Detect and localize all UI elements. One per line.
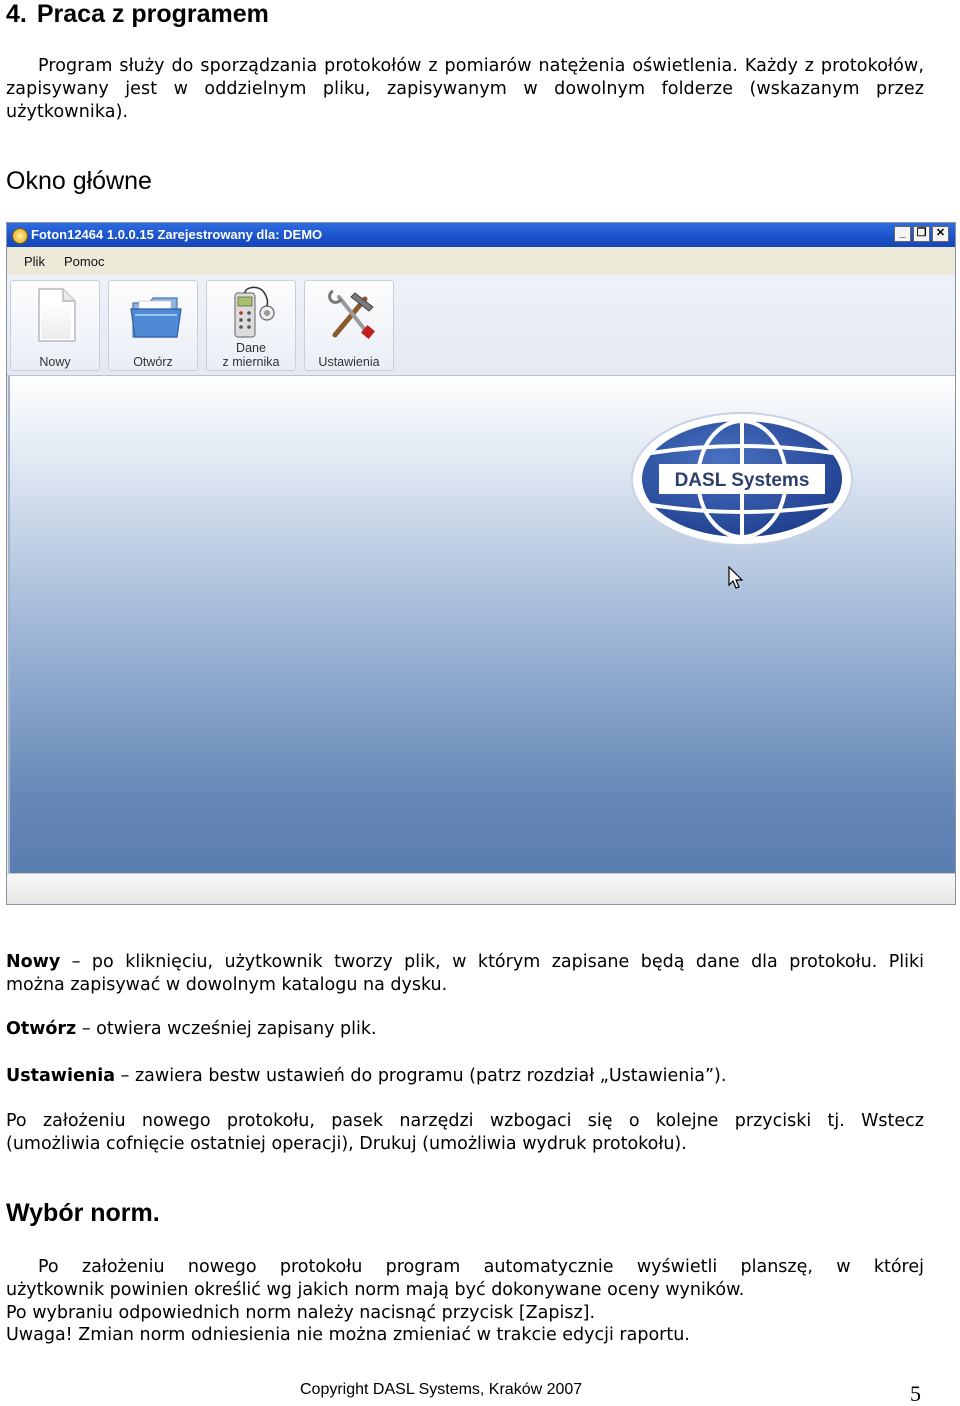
desc-otworz <box>6 1018 377 1041</box>
menu-bar <box>7 247 955 275</box>
meter-data-label-1: Dane <box>236 341 266 355</box>
menu-pomoc[interactable]: Pomoc <box>64 254 105 269</box>
status-bar <box>7 873 955 905</box>
title-bar <box>7 223 955 247</box>
meter-icon <box>227 285 281 343</box>
term-otworz: Otwórz <box>6 1019 77 1039</box>
new-file-icon <box>31 285 81 345</box>
footer-copyright: Copyright DASL Systems, Kraków 2007 <box>300 1381 583 1398</box>
term-ustawienia: Ustawienia <box>6 1066 116 1086</box>
section-title: Praca z programem <box>36 0 269 28</box>
open-button-label: Otwórz <box>133 355 173 369</box>
norms-p2: Po wybraniu odpowiednich norm należy nacisnąć przycisk [Zapisz]. <box>6 1303 596 1323</box>
new-button[interactable] <box>10 280 100 371</box>
logo-text: DASL Systems <box>674 470 810 491</box>
desc-nowy-text-1: – po kliknięciu, użytkownik tworzy plik, w którym zapisane będą dane dla protokołu. Pliki <box>60 952 924 972</box>
desc-otworz-text: – otwiera wcześniej zapisany plik. <box>76 1019 377 1039</box>
intro-paragraph: Program służy do sporządzania protokołów z pomiarów natężenia oświetlenia. Każdy z protokołów, zapisywany jest w oddzielnym pliku, zapisywanym w dowolnym folderze (wskazanym przez użytkownika). <box>6 56 924 122</box>
meter-data-button[interactable] <box>206 280 296 371</box>
close-button[interactable]: ✕ <box>932 226 949 242</box>
toolbar-note-line1: Po założeniu nowego protokołu, pasek narzędzi wzbogaci się o kolejne przyciski tj. Wstecz <box>6 1111 924 1131</box>
page-number: 5 <box>910 1381 921 1406</box>
section-heading <box>6 0 269 28</box>
new-button-label: Nowy <box>39 355 71 369</box>
workspace <box>8 376 956 873</box>
desc-nowy-line2: można zapisywać w dowolnym katalogu na dysku. <box>6 975 448 995</box>
tools-icon <box>325 285 379 345</box>
window-title: Foton12464 1.0.0.15 Zarejestrowany dla: DEMO <box>31 227 323 242</box>
app-window <box>6 222 956 905</box>
desc-ustawienia-text: – zawiera bestw ustawień do programu (patrz rozdział „Ustawienia”). <box>115 1066 727 1086</box>
term-nowy: Nowy <box>6 952 61 972</box>
minimize-button[interactable]: _ <box>894 226 911 242</box>
app-icon <box>12 228 28 244</box>
folder-icon <box>129 285 183 345</box>
toolbar-note-line2: (umożliwia cofnięcie ostatniej operacji), Drukuj (umożliwia wydruk protokołu). <box>6 1134 687 1154</box>
desc-nowy-line1 <box>6 951 924 974</box>
settings-button-label: Ustawienia <box>318 355 380 369</box>
meter-data-label-2: z miernika <box>222 355 280 369</box>
settings-button[interactable] <box>304 280 394 371</box>
norms-p1-line2: użytkownik powinien określić wg jakich norm mają być dokonywane oceny wyników. <box>6 1280 745 1300</box>
subheading-norms: Wybór norm. <box>6 1199 160 1227</box>
norms-p1-line1: Po założeniu nowego protokołu program automatycznie wyświetli planszę, w której <box>38 1257 924 1277</box>
open-button[interactable] <box>108 280 198 371</box>
toolbar <box>7 275 955 376</box>
subheading-main-window: Okno główne <box>6 167 152 195</box>
norms-p3: Uwaga! Zmian norm odniesienia nie można zmieniać w trakcie edycji raportu. <box>6 1325 690 1345</box>
menu-plik[interactable]: Plik <box>24 254 45 269</box>
mouse-cursor-icon <box>728 566 744 590</box>
restore-button[interactable]: ❐ <box>913 226 930 242</box>
dasl-logo <box>629 409 855 549</box>
section-number: 4. <box>6 0 27 28</box>
desc-ustawienia <box>6 1065 726 1088</box>
